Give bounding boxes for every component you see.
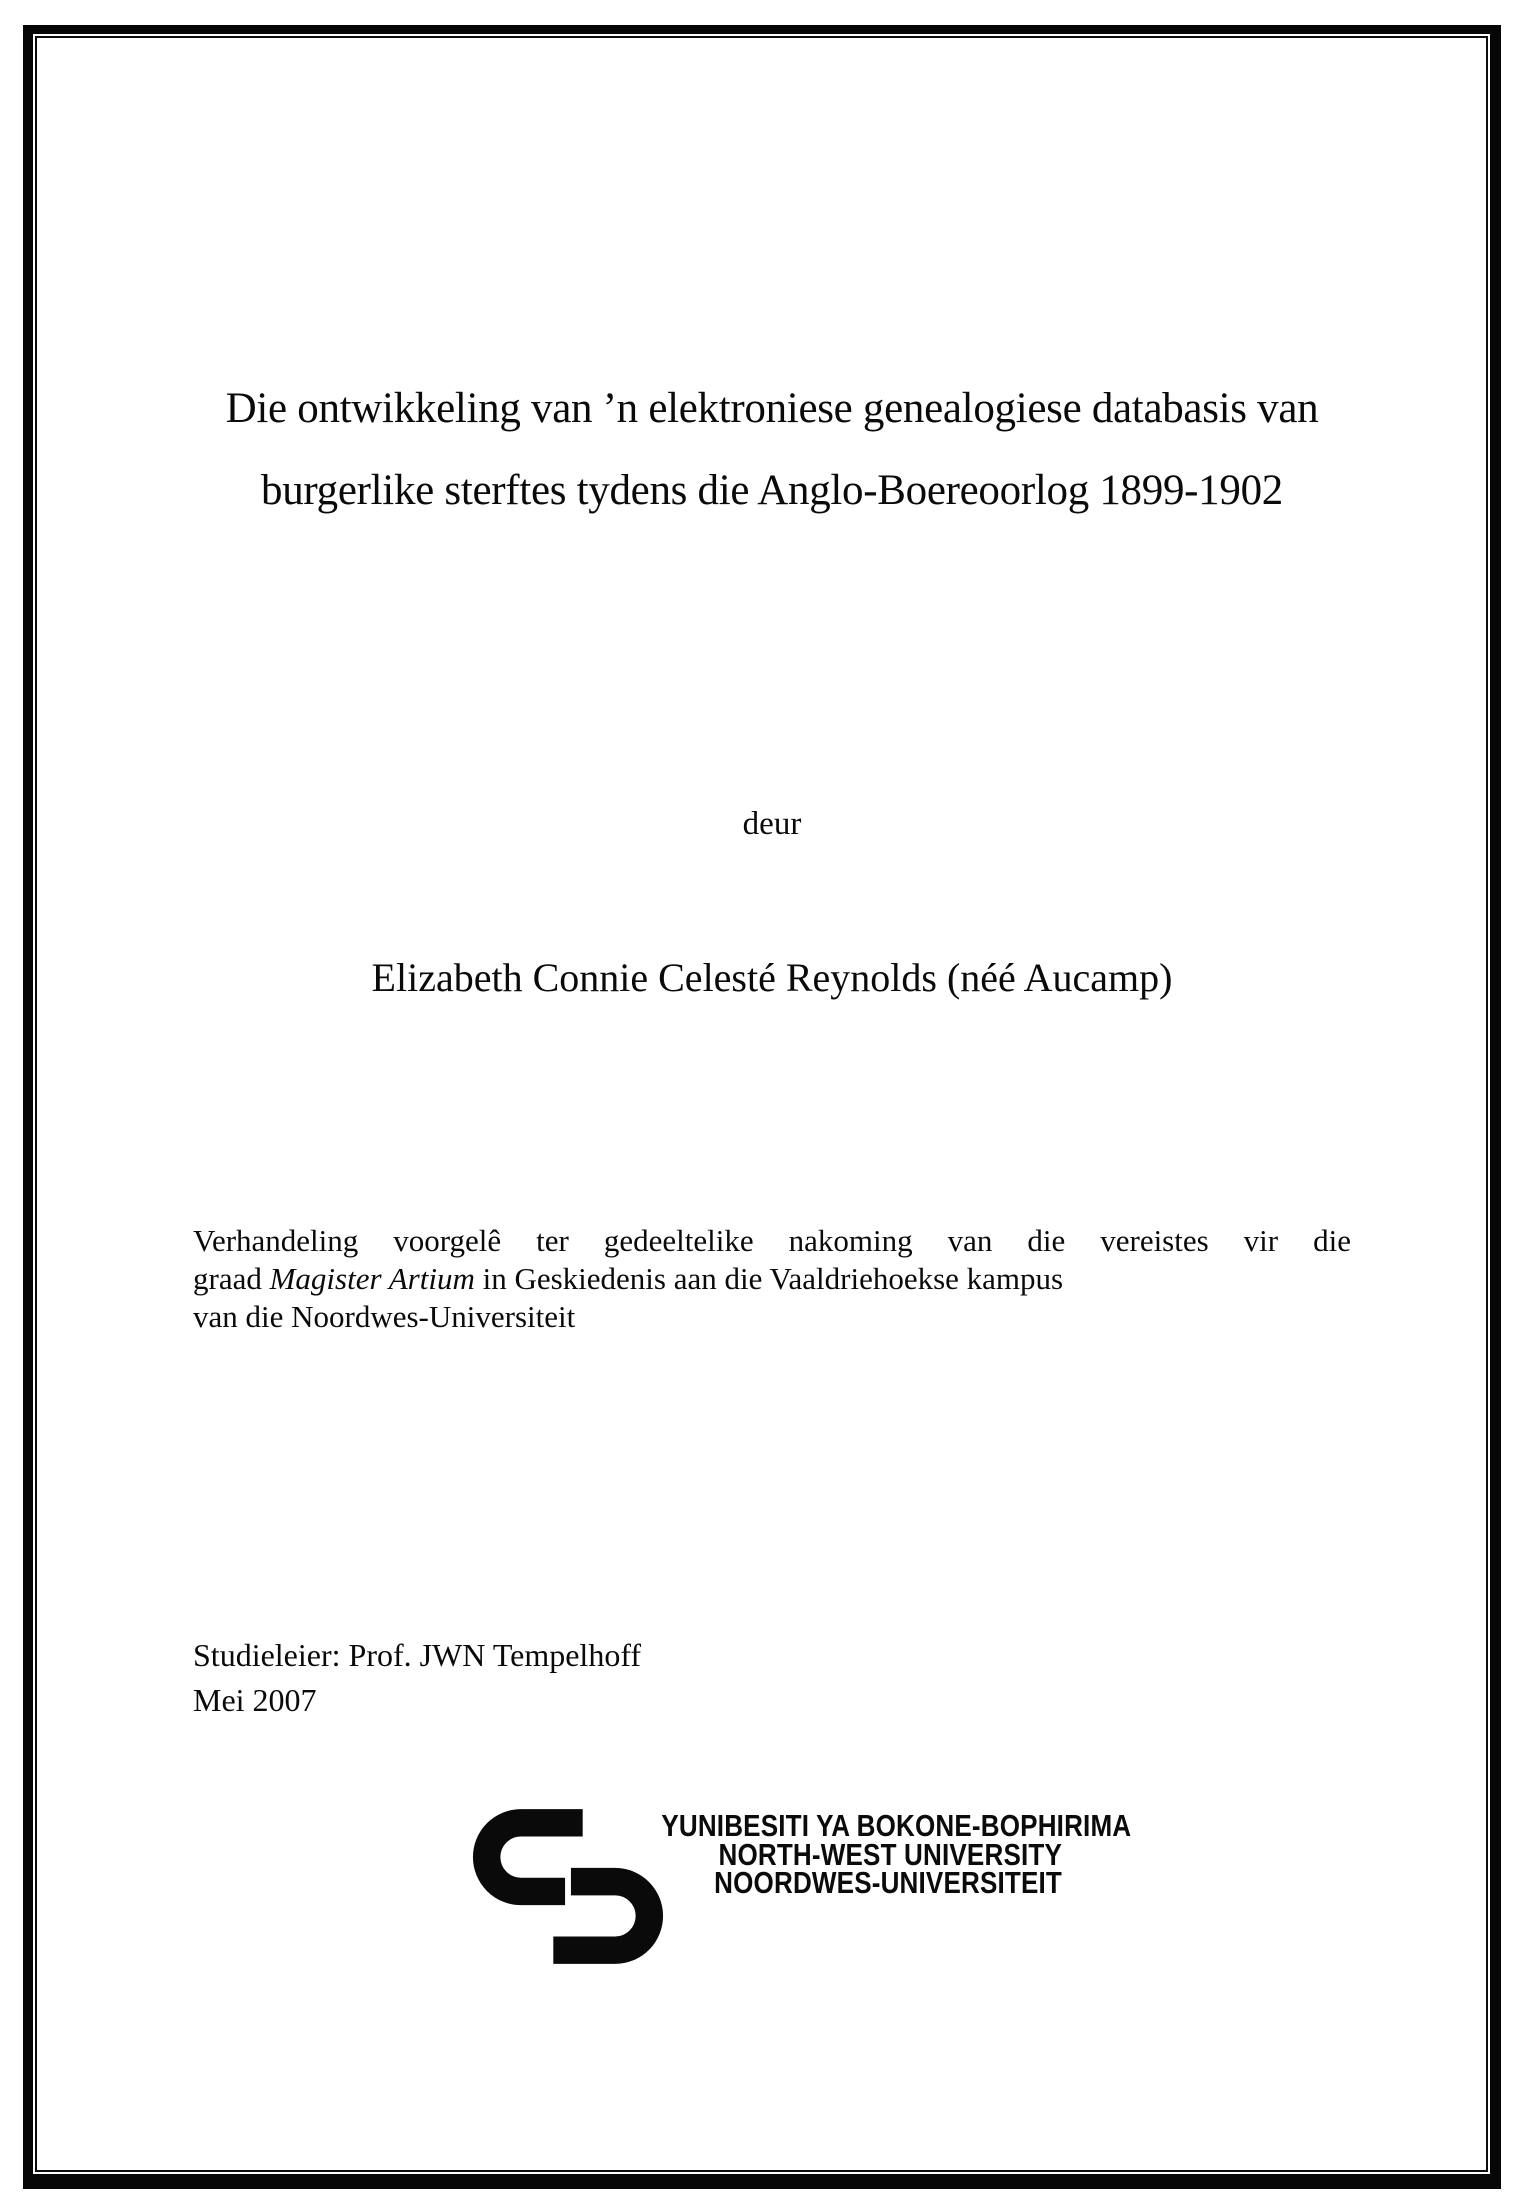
degree-statement-line3: van die Noordwes-Universiteit [193,1299,576,1334]
degree-name-italic: Magister Artium [269,1261,475,1296]
nwu-chain-link-icon [470,1806,666,1968]
university-logo-wordmark [661,1808,1132,1900]
degree-statement-line2-pre: graad [193,1261,270,1296]
degree-statement-line2-post: in Geskiedenis aan die Vaaldriehoekse kampus [474,1261,1064,1296]
degree-statement-line2 [193,1260,1351,1298]
logo-line-english: NORTH-WEST UNIVERSITY [718,1836,1062,1872]
byline-label: deur [742,806,802,842]
thesis-title-line2: burgerlike sterftes tydens die Anglo-Boereoorlog 1899-1902 [261,467,1283,514]
degree-statement [193,1222,1351,1336]
degree-statement-line1: Verhandeling voorgelê ter gedeeltelike nakoming van die vereistes vir die [193,1223,1351,1258]
logo-line-setswana: YUNIBESITI YA BOKONE-BOPHIRIMA [661,1808,1132,1843]
logo-line-afrikaans: NOORDWES-UNIVERSITEIT [714,1865,1062,1900]
supervisor-block [193,1633,1351,1723]
thesis-title [193,368,1351,532]
author-name: Elizabeth Connie Celesté Reynolds (néé Aucamp) [371,955,1173,1000]
supervisor-line: Studieleier: Prof. JWN Tempelhoff [193,1637,642,1673]
thesis-title-line1: Die ontwikkeling van ’n elektroniese genealogiese databasis van [225,385,1319,432]
date-line: Mei 2007 [193,1682,317,1718]
university-logo [470,1806,1132,1976]
